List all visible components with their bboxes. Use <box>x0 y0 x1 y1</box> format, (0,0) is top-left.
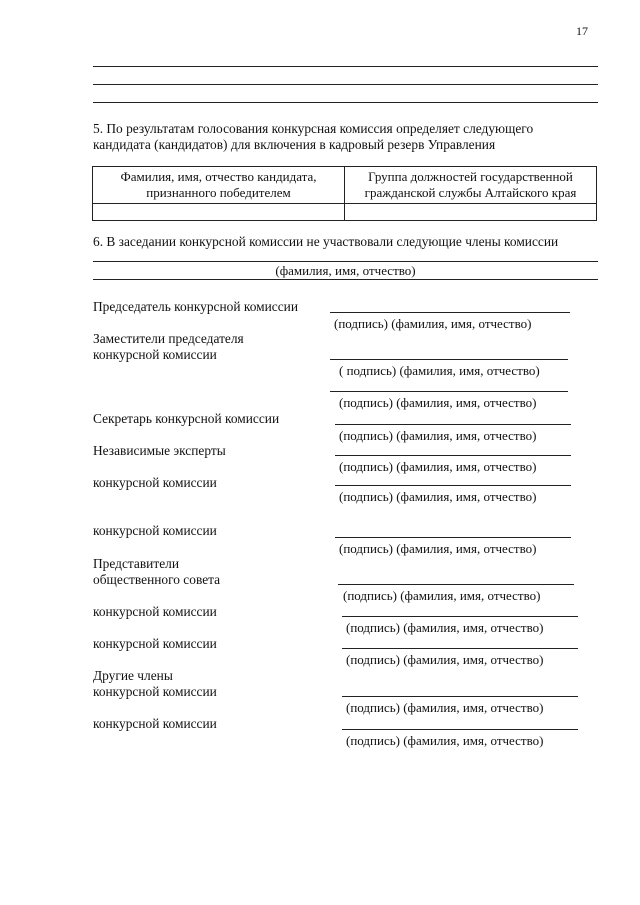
signature-caption: (подпись) (фамилия, имя, отчество) <box>346 700 544 715</box>
role-public-line-2: общественного совета <box>93 572 221 587</box>
table-header-candidate-line-2: признанного победителем <box>146 185 291 200</box>
role-experts: Независимые эксперты <box>93 443 226 458</box>
table-header-candidate <box>93 167 345 204</box>
table-header-position-line-1: Группа должностей государственной <box>368 169 573 184</box>
signature-line <box>342 616 578 617</box>
signature-caption: (подпись) (фамилия, имя, отчество) <box>339 395 537 410</box>
signature-line <box>335 485 571 486</box>
table-header-row <box>93 167 597 204</box>
signature-line <box>335 424 571 425</box>
table-header-candidate-line-1: Фамилия, имя, отчество кандидата, <box>120 169 317 184</box>
signature-caption: (подпись) (фамилия, имя, отчество) <box>346 620 544 635</box>
section-5-line-2: кандидата (кандидатов) для включения в кадровый резерв Управления <box>93 137 496 152</box>
blank-line <box>93 279 598 280</box>
table-cell <box>345 204 597 221</box>
role-commission-1: конкурсной комиссии <box>93 475 217 490</box>
signature-line <box>342 648 578 649</box>
signature-line <box>335 537 571 538</box>
role-commission-4: конкурсной комиссии <box>93 636 217 651</box>
role-others-line-2: конкурсной комиссии <box>93 684 217 699</box>
role-deputies-line-2: конкурсной комиссии <box>93 347 217 362</box>
winners-table <box>92 166 597 221</box>
role-commission-2: конкурсной комиссии <box>93 523 217 538</box>
role-others-line-1: Другие члены <box>93 668 173 683</box>
signature-line <box>330 359 568 360</box>
table-header-position-group <box>345 167 597 204</box>
signature-caption: (подпись) (фамилия, имя, отчество) <box>346 652 544 667</box>
blank-line <box>93 102 598 103</box>
role-commission-3: конкурсной комиссии <box>93 604 217 619</box>
table-row <box>93 204 597 221</box>
role-chairman: Председатель конкурсной комиссии <box>93 299 298 314</box>
signature-caption: (подпись) (фамилия, имя, отчество) <box>334 316 532 331</box>
role-secretary: Секретарь конкурсной комиссии <box>93 411 280 426</box>
blank-line <box>93 66 598 67</box>
signature-caption: (подпись) (фамилия, имя, отчество) <box>343 588 541 603</box>
table-cell <box>93 204 345 221</box>
section-5-line-1: 5. По результатам голосования конкурсная комиссия определяет следующего <box>93 121 534 136</box>
signature-caption: (подпись) (фамилия, имя, отчество) <box>339 489 537 504</box>
signature-line <box>335 455 571 456</box>
role-public-line-1: Представители <box>93 556 179 571</box>
blank-line <box>93 261 598 262</box>
section-6-text: 6. В заседании конкурсной комиссии не участвовали следующие члены комиссии <box>93 234 559 249</box>
signature-caption: ( подпись) (фамилия, имя, отчество) <box>339 363 540 378</box>
signature-caption: (подпись) (фамилия, имя, отчество) <box>339 541 537 556</box>
signature-line <box>342 729 578 730</box>
section-6-caption: (фамилия, имя, отчество) <box>275 263 416 278</box>
signature-line <box>330 312 570 313</box>
signature-line <box>338 584 574 585</box>
signature-caption: (подпись) (фамилия, имя, отчество) <box>339 459 537 474</box>
table-header-position-line-2: гражданской службы Алтайского края <box>364 185 577 200</box>
signature-line <box>330 391 568 392</box>
role-deputies-line-1: Заместители председателя <box>93 331 244 346</box>
signature-line <box>342 696 578 697</box>
signature-caption: (подпись) (фамилия, имя, отчество) <box>346 733 544 748</box>
signature-caption: (подпись) (фамилия, имя, отчество) <box>339 428 537 443</box>
blank-line <box>93 84 598 85</box>
page-number: 17 <box>576 24 588 38</box>
role-commission-5: конкурсной комиссии <box>93 716 217 731</box>
